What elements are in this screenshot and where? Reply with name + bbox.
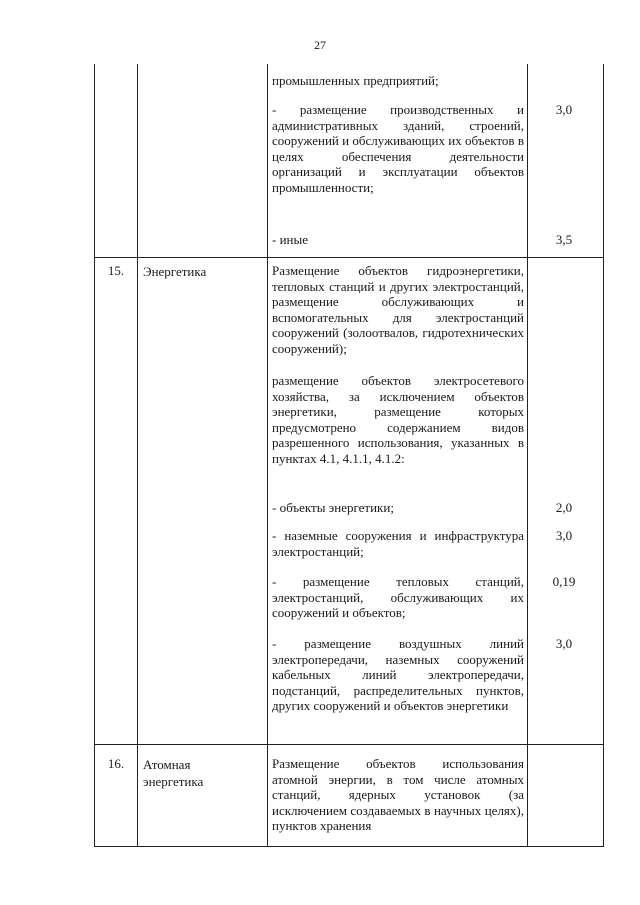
table-cell-value: 0,19 bbox=[552, 574, 576, 589]
table-cell-number: 16. bbox=[107, 756, 125, 771]
column-divider bbox=[267, 64, 268, 846]
row-separator bbox=[95, 744, 603, 745]
table-cell-description: - иные bbox=[272, 232, 308, 247]
table-cell-description: - размещение производственных и административных зданий, строений, сооружений и обслуживающих их объектов в целях обеспечения деятельности организаций и эксплуатации объектов промышленности; bbox=[272, 102, 524, 195]
table-cell-value: 3,0 bbox=[555, 102, 573, 117]
column-divider bbox=[527, 64, 528, 846]
table-cell-value: 3,0 bbox=[555, 636, 573, 651]
table-cell-name: Атомная энергетика bbox=[143, 757, 204, 789]
row-separator bbox=[95, 257, 603, 258]
table-cell-name: Энергетика bbox=[143, 264, 207, 279]
table-cell-description: - размещение воздушных линий электропередачи, наземных сооружений кабельных линий электропередачи, подстанций, распределительных пунктов, других сооружений и объектов энергетики bbox=[272, 636, 524, 714]
table-cell-value: 3,0 bbox=[555, 528, 573, 543]
table-cell-value: 2,0 bbox=[555, 500, 573, 515]
table-cell-description: промышленных предприятий; bbox=[272, 73, 439, 88]
table-cell-description: - объекты энергетики; bbox=[272, 500, 394, 515]
table-cell-value: 3,5 bbox=[555, 232, 573, 247]
land-use-table bbox=[94, 64, 604, 847]
table-cell-description: - наземные сооружения и инфраструктура электростанций; bbox=[272, 528, 524, 559]
column-divider bbox=[137, 64, 138, 846]
table-cell-description: Размещение объектов использования атомной энергии, в том числе атомных станций, ядерных установок (за исключением создаваемых в научных целях), пунктов хранения bbox=[272, 756, 524, 834]
table-cell-description: Размещение объектов гидроэнергетики, тепловых станций и других электростанций, размещение обслуживающих и вспомогательных для электростанций сооружений (золоотвалов, гидротехнических сооружений); bbox=[272, 263, 524, 356]
page-number: 27 bbox=[314, 38, 326, 52]
table-cell-number: 15. bbox=[107, 263, 125, 278]
table-cell-description: размещение объектов электросетевого хозяйства, за исключением объектов энергетики, размещение которых предусмотрено содержанием видов разрешенного использования, указанных в пунктах 4.1, 4.1.1, 4.1.2: bbox=[272, 373, 524, 466]
table-cell-description: - размещение тепловых станций, электростанций, обслуживающих их сооружений и объектов; bbox=[272, 574, 524, 621]
